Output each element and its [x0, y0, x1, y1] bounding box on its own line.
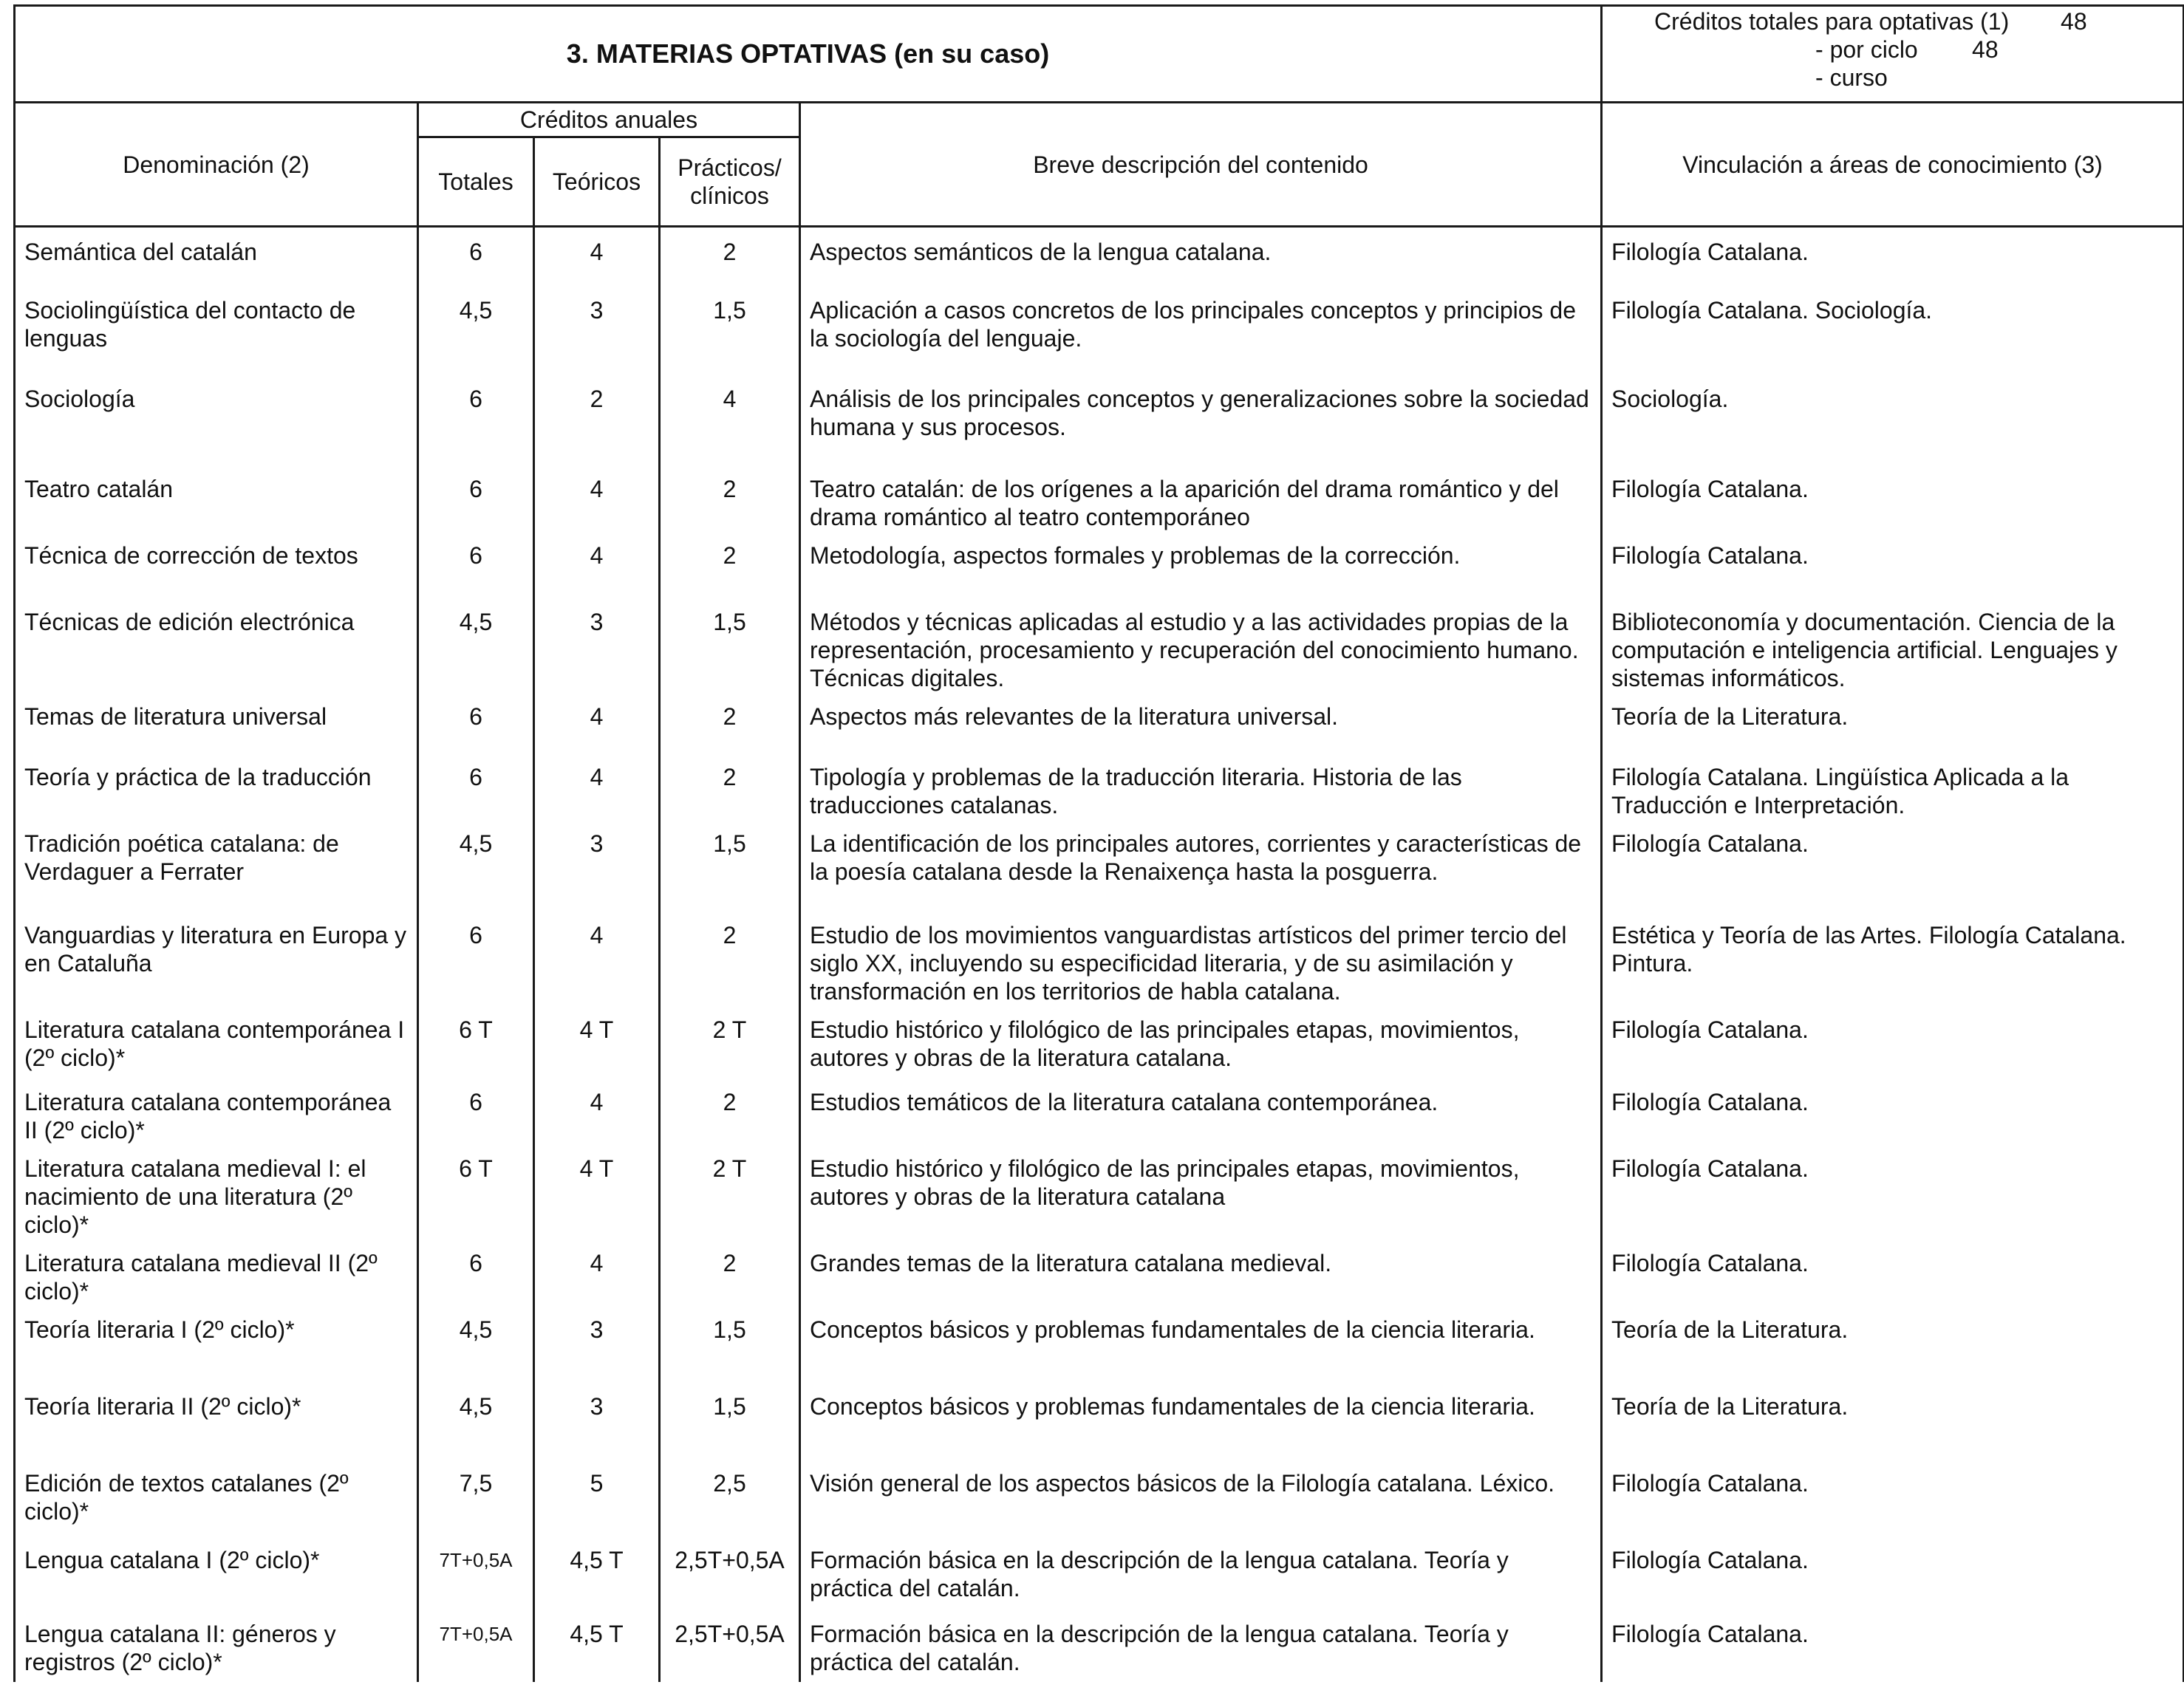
credits-total-label: Créditos totales para optativas (1) — [1654, 8, 2010, 35]
course-label: - curso — [1815, 64, 1888, 91]
row-teoricos: 4 T — [534, 1144, 660, 1239]
row-teoricos: 4 — [534, 753, 660, 819]
row-name: Teoría literaria I (2º ciclo)* — [15, 1305, 418, 1382]
table-row — [15, 1005, 2184, 1078]
row-practicos: 2 T — [660, 1144, 800, 1239]
row-totales: 6 — [418, 227, 534, 286]
row-totales: 6 — [418, 692, 534, 753]
table-row — [15, 598, 2184, 692]
table-row — [15, 375, 2184, 465]
row-area: Estética y Teoría de las Artes. Filología Catalana. Pintura. — [1602, 911, 2184, 1005]
row-teoricos: 2 — [534, 375, 660, 465]
table-row — [15, 1459, 2184, 1536]
row-description: Estudio de los movimientos vanguardistas artísticos del primer tercio del siglo XX, incluyendo su especificidad literaria, y de su asimilación y transformación en los territorios de habla catalana. — [800, 911, 1602, 1005]
row-description: Aspectos más relevantes de la literatura universal. — [800, 692, 1602, 753]
row-practicos: 2,5T+0,5A — [660, 1610, 800, 1682]
row-practicos: 1,5 — [660, 286, 800, 375]
col-header-totales: Totales — [418, 137, 534, 227]
row-description: Estudio histórico y filológico de las principales etapas, movimientos, autores y obras de la literatura catalana. — [800, 1005, 1602, 1078]
credits-summary — [1602, 6, 2184, 103]
per-cycle-value: 48 — [1972, 36, 1999, 63]
row-name: Literatura catalana contemporánea II (2º ciclo)* — [15, 1078, 418, 1144]
row-practicos: 2 — [660, 531, 800, 598]
row-teoricos: 3 — [534, 286, 660, 375]
row-totales: 4,5 — [418, 598, 534, 692]
table-row — [15, 819, 2184, 911]
row-teoricos: 3 — [534, 1305, 660, 1382]
row-name: Lengua catalana II: géneros y registros (2º ciclo)* — [15, 1610, 418, 1682]
row-teoricos: 4 — [534, 227, 660, 286]
row-totales: 6 — [418, 1078, 534, 1144]
row-teoricos: 4 — [534, 465, 660, 531]
row-name: Literatura catalana contemporánea I (2º ciclo)* — [15, 1005, 418, 1078]
table-row — [15, 1239, 2184, 1305]
row-practicos: 1,5 — [660, 819, 800, 911]
col-header-teoricos: Teóricos — [534, 137, 660, 227]
row-practicos: 2 — [660, 753, 800, 819]
table-row — [15, 1536, 2184, 1610]
row-area: Filología Catalana. — [1602, 1239, 2184, 1305]
row-name: Lengua catalana I (2º ciclo)* — [15, 1536, 418, 1610]
per-cycle-label: - por ciclo — [1815, 36, 1918, 63]
table-row — [15, 227, 2184, 286]
row-teoricos: 4 — [534, 692, 660, 753]
row-totales: 6 — [418, 531, 534, 598]
row-name: Temas de literatura universal — [15, 692, 418, 753]
row-description: Estudios temáticos de la literatura catalana contemporánea. — [800, 1078, 1602, 1144]
row-description: Aspectos semánticos de la lengua catalana. — [800, 227, 1602, 286]
row-teoricos: 4,5 T — [534, 1536, 660, 1610]
row-practicos: 1,5 — [660, 598, 800, 692]
row-description: Estudio histórico y filológico de las principales etapas, movimientos, autores y obras de la literatura catalana — [800, 1144, 1602, 1239]
row-area: Filología Catalana. — [1602, 1005, 2184, 1078]
row-teoricos: 3 — [534, 598, 660, 692]
row-practicos: 1,5 — [660, 1382, 800, 1459]
table-row — [15, 911, 2184, 1005]
row-area: Teoría de la Literatura. — [1602, 1305, 2184, 1382]
row-totales: 4,5 — [418, 286, 534, 375]
row-totales: 4,5 — [418, 819, 534, 911]
row-teoricos: 3 — [534, 819, 660, 911]
row-description: Aplicación a casos concretos de los principales conceptos y principios de la sociología del lenguaje. — [800, 286, 1602, 375]
row-name: Edición de textos catalanes (2º ciclo)* — [15, 1459, 418, 1536]
table-row — [15, 1078, 2184, 1144]
row-teoricos: 4 — [534, 1239, 660, 1305]
row-area: Filología Catalana. — [1602, 531, 2184, 598]
row-totales: 6 — [418, 1239, 534, 1305]
table-row — [15, 286, 2184, 375]
row-teoricos: 4 — [534, 911, 660, 1005]
row-practicos: 1,5 — [660, 1305, 800, 1382]
row-name: Vanguardias y literatura en Europa y en Cataluña — [15, 911, 418, 1005]
section-title: 3. MATERIAS OPTATIVAS (en su caso) — [15, 6, 1602, 103]
row-totales: 7T+0,5A — [418, 1610, 534, 1682]
row-teoricos: 4 — [534, 1078, 660, 1144]
row-description: Teatro catalán: de los orígenes a la aparición del drama romántico y del drama romántico al teatro contemporáneo — [800, 465, 1602, 531]
row-description: Conceptos básicos y problemas fundamentales de la ciencia literaria. — [800, 1305, 1602, 1382]
row-area: Filología Catalana. — [1602, 1078, 2184, 1144]
table-body — [15, 227, 2184, 1682]
col-header-practicos: Prácticos/ clínicos — [660, 137, 800, 227]
row-teoricos: 4 T — [534, 1005, 660, 1078]
row-area: Filología Catalana. — [1602, 1610, 2184, 1682]
table-row — [15, 1305, 2184, 1382]
row-description: Grandes temas de la literatura catalana medieval. — [800, 1239, 1602, 1305]
col-header-creditos-anuales: Créditos anuales — [418, 103, 800, 137]
row-practicos: 2,5 — [660, 1459, 800, 1536]
table-row — [15, 1610, 2184, 1682]
row-totales: 6 — [418, 465, 534, 531]
row-totales: 6 — [418, 753, 534, 819]
row-area: Filología Catalana. — [1602, 819, 2184, 911]
table-row — [15, 465, 2184, 531]
row-name: Sociolingüística del contacto de lenguas — [15, 286, 418, 375]
row-name: Técnicas de edición electrónica — [15, 598, 418, 692]
row-teoricos: 4,5 T — [534, 1610, 660, 1682]
row-name: Semántica del catalán — [15, 227, 418, 286]
row-area: Filología Catalana. — [1602, 227, 2184, 286]
row-name: Teoría y práctica de la traducción — [15, 753, 418, 819]
row-practicos: 2 — [660, 1078, 800, 1144]
row-name: Teatro catalán — [15, 465, 418, 531]
row-area: Filología Catalana. — [1602, 1459, 2184, 1536]
row-practicos: 2 T — [660, 1005, 800, 1078]
row-teoricos: 4 — [534, 531, 660, 598]
row-description: Formación básica en la descripción de la lengua catalana. Teoría y práctica del catalán. — [800, 1536, 1602, 1610]
row-name: Teoría literaria II (2º ciclo)* — [15, 1382, 418, 1459]
row-description: Análisis de los principales conceptos y generalizaciones sobre la sociedad humana y sus procesos. — [800, 375, 1602, 465]
col-header-descripcion: Breve descripción del contenido — [800, 103, 1602, 227]
row-totales: 6 — [418, 375, 534, 465]
row-name: Literatura catalana medieval I: el nacimiento de una literatura (2º ciclo)* — [15, 1144, 418, 1239]
row-name: Literatura catalana medieval II (2º ciclo)* — [15, 1239, 418, 1305]
row-teoricos: 3 — [534, 1382, 660, 1459]
row-totales: 6 T — [418, 1144, 534, 1239]
row-totales: 6 — [418, 911, 534, 1005]
row-area: Sociología. — [1602, 375, 2184, 465]
table-row — [15, 1144, 2184, 1239]
row-area: Teoría de la Literatura. — [1602, 692, 2184, 753]
row-totales: 6 T — [418, 1005, 534, 1078]
table-row — [15, 692, 2184, 753]
row-description: Métodos y técnicas aplicadas al estudio y a las actividades propias de la representación, procesamiento y recuperación del conocimiento humano. Técnicas digitales. — [800, 598, 1602, 692]
row-area: Filología Catalana. — [1602, 1144, 2184, 1239]
table-row — [15, 531, 2184, 598]
row-area: Filología Catalana. Sociología. — [1602, 286, 2184, 375]
row-description: Visión general de los aspectos básicos de la Filología catalana. Léxico. — [800, 1459, 1602, 1536]
row-totales: 7T+0,5A — [418, 1536, 534, 1610]
row-description: Conceptos básicos y problemas fundamentales de la ciencia literaria. — [800, 1382, 1602, 1459]
row-teoricos: 5 — [534, 1459, 660, 1536]
row-description: Tipología y problemas de la traducción literaria. Historia de las traducciones catalanas. — [800, 753, 1602, 819]
row-name: Sociología — [15, 375, 418, 465]
row-totales: 4,5 — [418, 1305, 534, 1382]
row-totales: 7,5 — [418, 1459, 534, 1536]
row-practicos: 4 — [660, 375, 800, 465]
row-area: Filología Catalana. — [1602, 1536, 2184, 1610]
table-row — [15, 753, 2184, 819]
row-area: Biblioteconomía y documentación. Ciencia de la computación e inteligencia artificial. Lenguajes y sistemas informáticos. — [1602, 598, 2184, 692]
row-name: Tradición poética catalana: de Verdaguer a Ferrater — [15, 819, 418, 911]
row-practicos: 2 — [660, 692, 800, 753]
row-practicos: 2,5T+0,5A — [660, 1536, 800, 1610]
credits-total-value: 48 — [2061, 8, 2087, 35]
row-practicos: 2 — [660, 911, 800, 1005]
row-area: Filología Catalana. — [1602, 465, 2184, 531]
row-totales: 4,5 — [418, 1382, 534, 1459]
document-sheet — [13, 4, 2183, 1696]
col-header-vinculacion: Vinculación a áreas de conocimiento (3) — [1602, 103, 2184, 227]
row-area: Filología Catalana. Lingüística Aplicada a la Traducción e Interpretación. — [1602, 753, 2184, 819]
row-description: La identificación de los principales autores, corrientes y características de la poesía catalana desde la Renaixença hasta la posguerra. — [800, 819, 1602, 911]
col-header-denominacion: Denominación (2) — [15, 103, 418, 227]
row-description: Formación básica en la descripción de la lengua catalana. Teoría y práctica del catalán. — [800, 1610, 1602, 1682]
row-practicos: 2 — [660, 465, 800, 531]
row-practicos: 2 — [660, 1239, 800, 1305]
optional-subjects-table — [13, 4, 2184, 1682]
table-row — [15, 1382, 2184, 1459]
row-name: Técnica de corrección de textos — [15, 531, 418, 598]
row-description: Metodología, aspectos formales y problemas de la corrección. — [800, 531, 1602, 598]
row-area: Teoría de la Literatura. — [1602, 1382, 2184, 1459]
row-practicos: 2 — [660, 227, 800, 286]
